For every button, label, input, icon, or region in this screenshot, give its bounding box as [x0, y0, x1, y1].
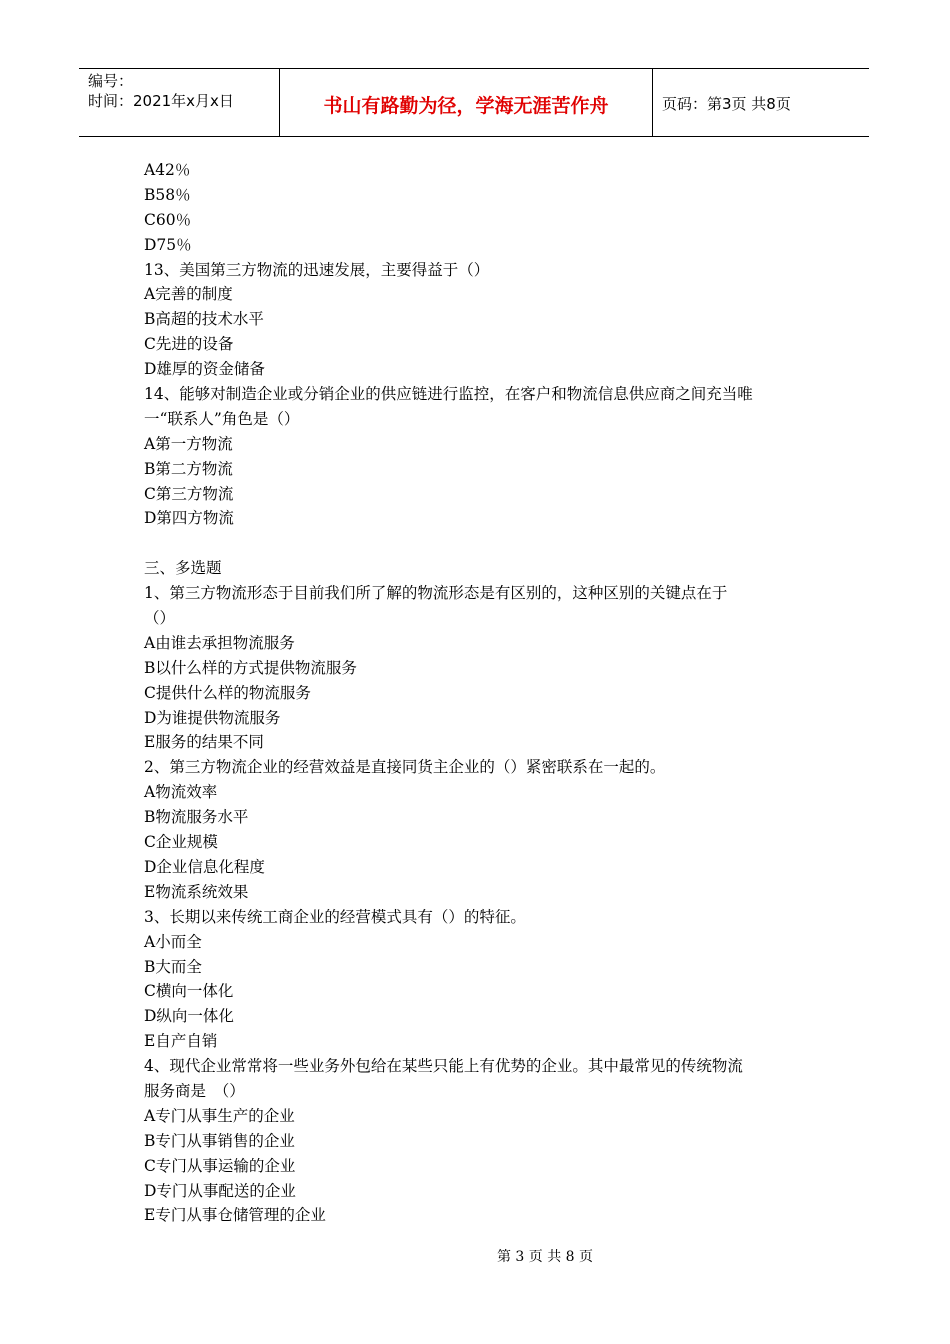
- text-line: A小而全: [144, 932, 202, 951]
- text-line: D为谁提供物流服务: [144, 708, 281, 727]
- text-line: 服务商是 （）: [144, 1081, 245, 1100]
- text-line: 14、能够对制造企业或分销企业的供应链进行监控，在客户和物流信息供应商之间充当唯: [144, 385, 753, 404]
- text-line: E物流系统效果: [144, 882, 249, 901]
- text-line: A物流效率: [144, 783, 218, 802]
- text-line: B58％: [144, 185, 191, 204]
- text-line: D企业信息化程度: [144, 857, 265, 876]
- text-line: C先进的设备: [144, 335, 234, 354]
- header-page-info: 页码：第3页 共8页: [662, 95, 791, 113]
- text-line: C横向一体化: [144, 982, 234, 1001]
- text-line: 一“联系人”角色是（）: [144, 409, 300, 428]
- text-line: A第一方物流: [144, 434, 233, 453]
- text-line: A完善的制度: [144, 285, 233, 304]
- text-line: B第二方物流: [144, 459, 233, 478]
- text-line: D75％: [144, 235, 192, 254]
- text-line: A专门从事生产的企业: [144, 1106, 295, 1125]
- text-line: C专门从事运输的企业: [144, 1156, 296, 1175]
- header-motto: 书山有路勤为径，学海无涯苦作舟: [280, 69, 653, 136]
- text-line: C提供什么样的物流服务: [144, 683, 311, 702]
- text-line: D雄厚的资金储备: [144, 360, 265, 379]
- text-line: D第四方物流: [144, 509, 234, 528]
- text-line: （）: [144, 609, 176, 628]
- text-line: C第三方物流: [144, 484, 234, 503]
- blank-line: [144, 531, 806, 556]
- text-line: A42％: [144, 161, 191, 179]
- text-line: C企业规模: [144, 833, 218, 852]
- text-line: 1、第三方物流形态于目前我们所了解的物流形态是有区别的，这种区别的关键点在于: [144, 584, 728, 603]
- text-line: B高超的技术水平: [144, 310, 264, 329]
- text-line: 3、长期以来传统工商企业的经营模式具有（）的特征。: [144, 907, 526, 926]
- text-line: E服务的结果不同: [144, 733, 264, 752]
- text-line: E自产自销: [144, 1032, 218, 1051]
- text-line: C60％: [144, 210, 192, 229]
- text-line: 4、现代企业常常将一些业务外包给在某些只能上有优势的企业。其中最常见的传统物流: [144, 1057, 743, 1076]
- date-label: 时间：2021年x月x日: [88, 92, 234, 110]
- text-line: B专门从事销售的企业: [144, 1131, 295, 1150]
- header-meta: [79, 69, 280, 136]
- text-line: B大而全: [144, 957, 202, 976]
- text-line: A由谁去承担物流服务: [144, 633, 295, 652]
- page-footer: 第 3 页 共 8 页: [496, 1249, 594, 1265]
- text-line: B物流服务水平: [144, 808, 249, 827]
- serial-number-label: 编号：: [88, 72, 134, 90]
- text-line: 2、第三方物流企业的经营效益是直接同货主企业的（）紧密联系在一起的。: [144, 758, 666, 777]
- text-line: E专门从事仓储管理的企业: [144, 1206, 326, 1225]
- text-line: B以什么样的方式提供物流服务: [144, 658, 357, 677]
- page-header: [79, 68, 869, 137]
- text-line: 三、多选题: [144, 559, 222, 578]
- text-line: D纵向一体化: [144, 1007, 234, 1026]
- text-line: D专门从事配送的企业: [144, 1181, 296, 1200]
- document-body: [144, 158, 806, 1228]
- text-line: 13、美国第三方物流的迅速发展，主要得益于（）: [144, 260, 490, 279]
